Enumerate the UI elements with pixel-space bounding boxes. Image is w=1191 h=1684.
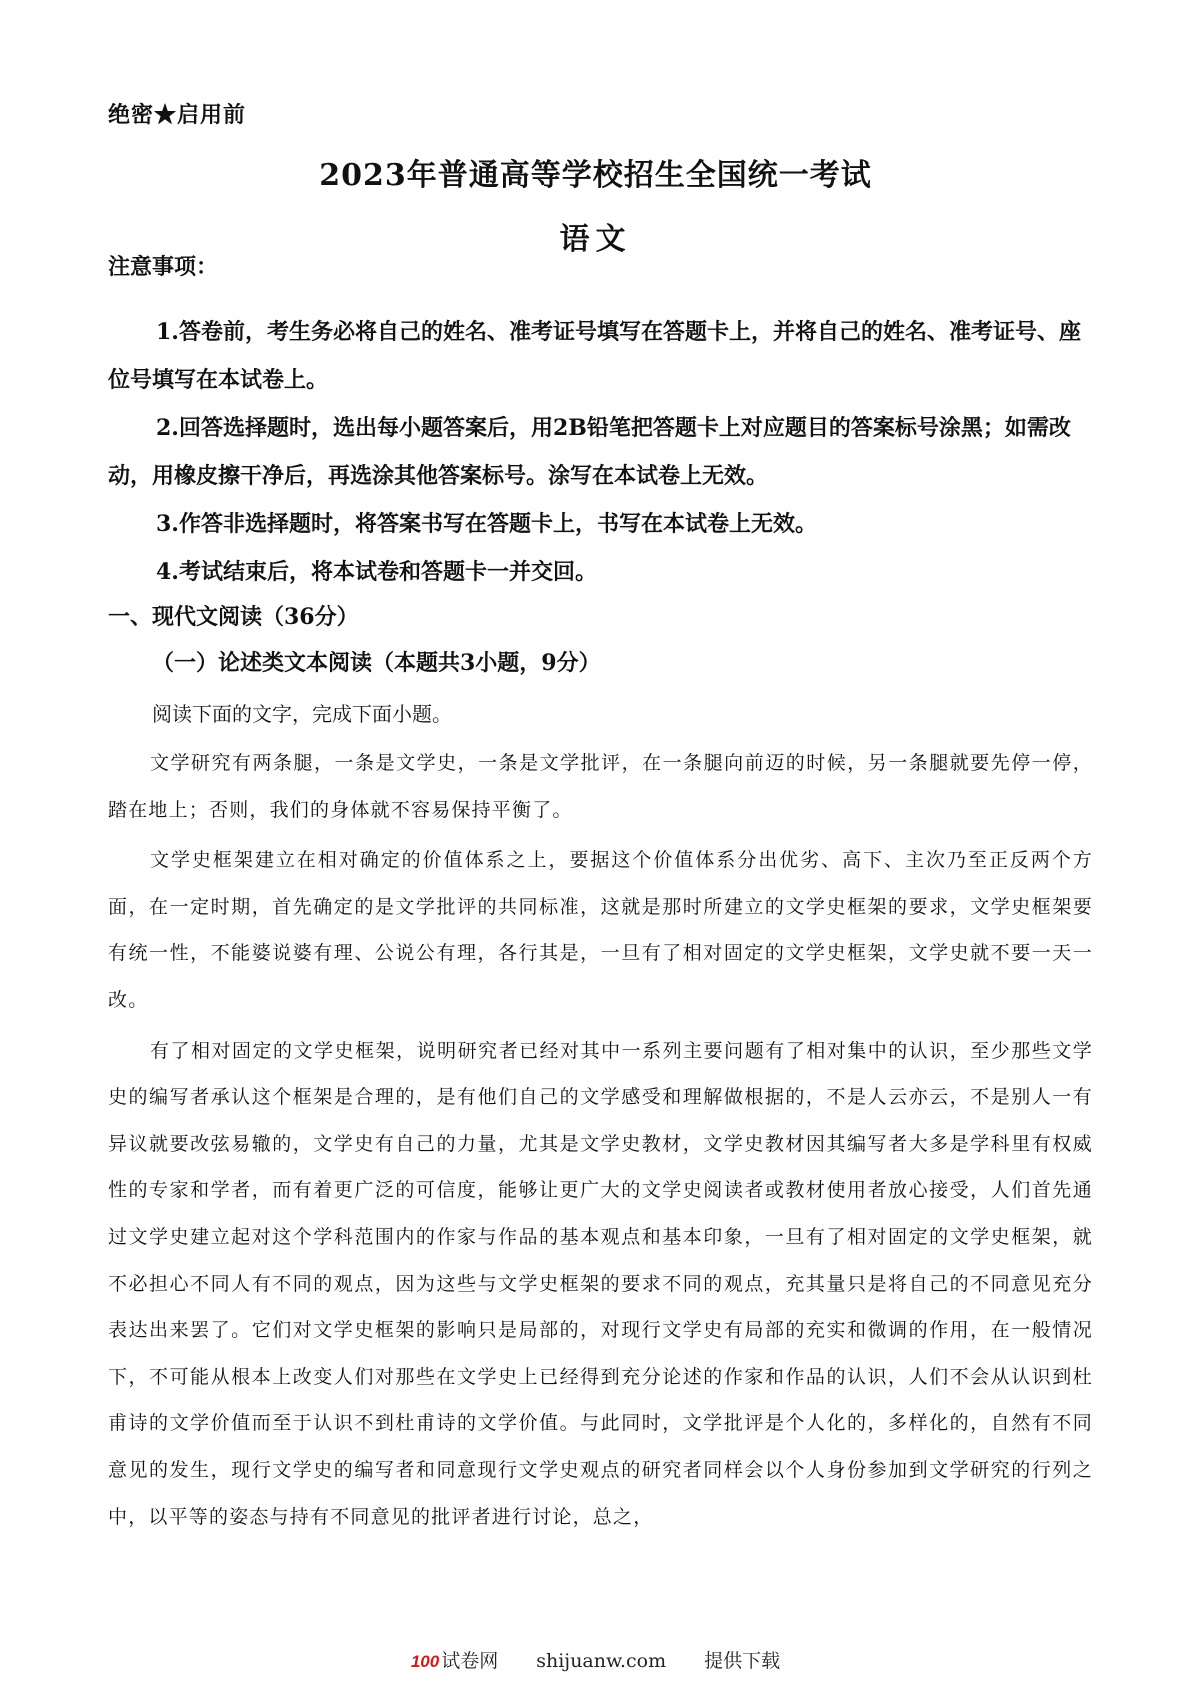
passage-paragraph-1: 文学研究有两条腿，一条是文学史，一条是文学批评，在一条腿向前迈的时候，另一条腿就要先停一停，踏在地上；否则，我们的身体就不容易保持平衡了。 xyxy=(108,752,1093,821)
site-url[interactable]: shijuanw.com xyxy=(536,1650,667,1672)
notice-item-4: 4.考试结束后，将本试卷和答题卡一并交回。 xyxy=(156,559,597,585)
notice-item-3: 3.作答非选择题时，将答案书写在答题卡上，书写在本试卷上无效。 xyxy=(156,511,817,537)
notice-item-1: 1.答卷前，考生务必将自己的姓名、准考证号填写在答题卡上，并将自己的姓名、准考证号、座位号填写在本试卷上。 xyxy=(108,319,1081,393)
notice-item-2: 2.回答选择题时，选出每小题答案后，用2B铅笔把答题卡上对应题目的答案标号涂黑；如需改动，用橡皮擦干净后，再选涂其他答案标号。涂写在本试卷上无效。 xyxy=(108,415,1071,489)
subsection-heading: （一）论述类文本阅读（本题共3小题，9分） xyxy=(152,650,601,676)
reading-passage xyxy=(108,740,1093,1544)
notice-list xyxy=(108,308,1093,596)
passage-paragraph-2: 文学史框架建立在相对确定的价值体系之上，要据这个价值体系分出优劣、高下、主次乃至正反两个方面，在一定时期，首先确定的是文学批评的共同标准，这就是那时所建立的文学史框架的要求，文学史框架要有统一性，不能婆说婆有理、公说公有理，各行其是，一旦有了相对固定的文学史框架，文学史就不要一天一改。 xyxy=(108,849,1093,1011)
site-name: 试卷网 xyxy=(441,1650,499,1672)
notice-heading: 注意事项： xyxy=(108,254,219,280)
section-heading: 一、现代文阅读（36分） xyxy=(108,604,359,630)
subject-title: 语文 xyxy=(559,222,632,257)
reading-instruction: 阅读下面的文字，完成下面小题。 xyxy=(152,702,452,726)
confidential-label: 绝密★启用前 xyxy=(108,102,247,128)
download-note: 提供下载 xyxy=(704,1650,781,1672)
passage-paragraph-3: 有了相对固定的文学史框架，说明研究者已经对其中一系列主要问题有了相对集中的认识，至少那些文学史的编写者承认这个框架是合理的，是有他们自己的文学感受和理解做根据的，不是人云亦云，不是别人一有异议就要改弦易辙的，文学史有自己的力量，尤其是文学史教材，文学史教材因其编写者大多是学科里有权威性的专家和学者，而有着更广泛的可信度，能够让更广大的文学史阅读者或教材使用者放心接受，人们首先通过文学史建立起对这个学科范围内的作家与作品的基本观点和基本印象，一旦有了相对固定的文学史框架，就不必担心不同人有不同的观点，因为这些与文学史框架的要求不同的观点，充其量只是将自己的不同意见充分表达出来罢了。它们对文学史框架的影响只是局部的，对现行文学史有局部的充实和微调的作用，在一般情况下，不可能从根本上改变人们对那些在文学史上已经得到充分论述的作家和作品的认识，人们不会从认识到杜甫诗的文学价值而至于认识不到杜甫诗的文学价值。与此同时，文学批评是个人化的，多样化的，自然有不同意见的发生，现行文学史的编写者和同意现行文学史观点的研究者同样会以个人身份参加到文学研究的行列之中，以平等的姿态与持有不同意见的批评者进行讨论，总之， xyxy=(108,1039,1093,1528)
page-footer xyxy=(0,1646,1191,1673)
site-logo: 100 xyxy=(410,1652,440,1671)
exam-title: 2023年普通高等学校招生全国统一考试 xyxy=(319,158,872,193)
